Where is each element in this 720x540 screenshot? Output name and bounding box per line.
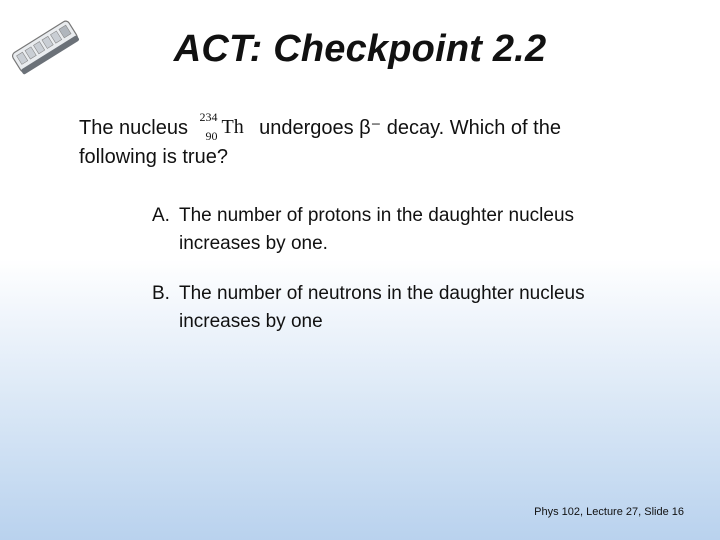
thorium-nuclide — [194, 110, 254, 143]
question-prefix: The nucleus — [79, 117, 188, 139]
option-letter: A. — [152, 205, 170, 226]
option-text: The number of neutrons in the daughter nucleus increases by one — [179, 283, 585, 332]
option-a — [152, 202, 612, 258]
slide-title: ACT: Checkpoint 2.2 — [173, 28, 547, 70]
slide-footer: Phys 102, Lecture 27, Slide 16 — [534, 506, 684, 518]
option-b — [152, 280, 612, 336]
question-text — [79, 110, 639, 172]
option-text: The number of protons in the daughter nucleus increases by one. — [179, 205, 575, 254]
option-letter: B. — [152, 283, 170, 304]
element-symbol: Th — [221, 116, 244, 138]
answer-options — [152, 202, 612, 358]
question-suffix: undergoes β⁻ decay. Which of the following is true? — [79, 117, 561, 168]
mass-number: 234 — [199, 110, 218, 124]
atomic-number: 90 — [205, 129, 218, 143]
